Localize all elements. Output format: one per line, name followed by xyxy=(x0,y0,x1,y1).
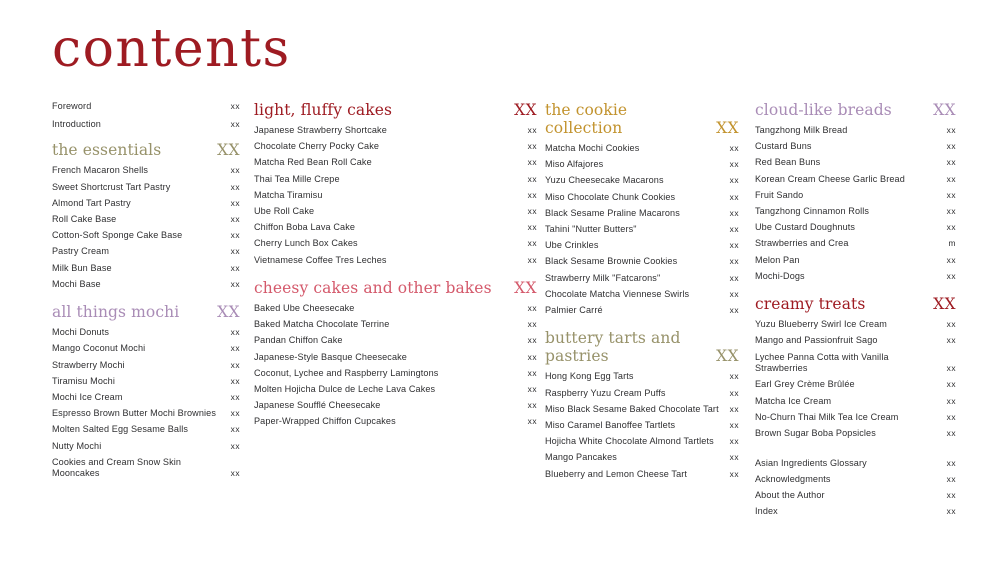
toc-entry-title: Chiffon Boba Lava Cake xyxy=(254,222,356,233)
toc-entry[interactable] xyxy=(545,469,739,481)
toc-entry-title: Miso Chocolate Chunk Cookies xyxy=(545,191,676,202)
toc-entry-title: Nutty Mochi xyxy=(52,440,102,451)
toc-entry-page-number: xx xyxy=(729,143,739,153)
section-heading-page-number: XX xyxy=(217,141,240,160)
toc-entry[interactable] xyxy=(254,222,537,234)
toc-entry-page-number: xx xyxy=(946,428,956,438)
toc-entry-title: Mango Coconut Mochi xyxy=(52,343,146,354)
toc-entry-page-number: xx xyxy=(527,416,537,427)
section-heading-title: buttery tarts and pastries xyxy=(545,329,681,366)
toc-section xyxy=(545,329,739,480)
toc-entry-title: Matcha Tiramisu xyxy=(254,189,323,200)
toc-entry-page-number: xx xyxy=(729,207,739,218)
toc-entry-title: Cookies and Cream Snow Skin Mooncakes xyxy=(52,456,182,479)
toc-entry-title: Thai Tea Mille Crepe xyxy=(254,173,340,184)
toc-entry-title: Strawberries and Crea xyxy=(755,238,849,249)
toc-entry[interactable] xyxy=(755,474,956,486)
toc-entry[interactable] xyxy=(755,506,956,518)
toc-entry[interactable] xyxy=(755,490,956,502)
toc-entry[interactable] xyxy=(52,198,240,210)
toc-entry-page-number: xx xyxy=(230,359,240,370)
toc-entry[interactable] xyxy=(545,371,739,383)
toc-entry[interactable] xyxy=(755,335,956,347)
toc-entry-title: Milk Bun Base xyxy=(52,262,112,273)
toc-entry[interactable] xyxy=(755,238,956,250)
toc-entry-title: Mochi-Dogs xyxy=(755,270,805,281)
toc-entry[interactable] xyxy=(755,222,956,234)
section-heading[interactable] xyxy=(755,295,956,313)
toc-entry-title: Sweet Shortcrust Tart Pastry xyxy=(52,181,171,192)
toc-entry-title: Pastry Cream xyxy=(52,246,110,257)
toc-entry-page-number: xx xyxy=(729,403,739,414)
toc-entry[interactable] xyxy=(755,206,956,218)
toc-entry[interactable] xyxy=(254,157,537,169)
toc-entry[interactable] xyxy=(755,271,956,283)
section-heading-page-number: XX xyxy=(217,303,240,322)
toc-entry-title: Miso Caramel Banoffee Tartlets xyxy=(545,420,676,431)
toc-entry-title: Matcha Mochi Cookies xyxy=(545,143,640,153)
toc-entry-title: Black Sesame Brownie Cookies xyxy=(545,256,678,267)
toc-entry-page-number: xx xyxy=(946,411,956,422)
toc-entry-title: Custard Buns xyxy=(755,141,812,152)
toc-entry[interactable] xyxy=(545,273,739,285)
toc-entry[interactable] xyxy=(755,157,956,169)
toc-entry-page-number: xx xyxy=(729,272,739,283)
toc-entry-page-number: xx xyxy=(946,222,956,233)
toc-entry[interactable] xyxy=(755,141,956,153)
section-heading-page-number: XX xyxy=(933,295,956,314)
toc-entry[interactable] xyxy=(545,305,739,317)
toc-entry-page-number: xx xyxy=(230,375,240,386)
toc-entry-title: Yuzu Cheesecake Macarons xyxy=(545,175,664,186)
toc-entry[interactable] xyxy=(545,192,739,204)
toc-entry-page-number: xx xyxy=(946,379,956,390)
toc-entry-page-number: xx xyxy=(230,343,240,354)
toc-entry-page-number: xx xyxy=(230,440,240,451)
toc-entry[interactable] xyxy=(545,256,739,268)
toc-entry-page-number: xx xyxy=(527,238,537,249)
toc-entry[interactable] xyxy=(254,125,537,137)
toc-entry[interactable] xyxy=(254,400,537,412)
toc-entry[interactable] xyxy=(52,263,240,275)
column-2 xyxy=(248,101,545,433)
toc-entry-title: Chocolate Matcha Viennese Swirls xyxy=(545,288,690,299)
toc-entry-page-number: m xyxy=(948,238,956,249)
toc-entry[interactable] xyxy=(545,208,739,220)
toc-entry-title: Tangzhong Cinnamon Rolls xyxy=(755,205,870,216)
toc-entry-title: Matcha Ice Cream xyxy=(755,395,832,406)
toc-entry[interactable] xyxy=(254,352,537,364)
toc-entry[interactable] xyxy=(254,384,537,396)
toc-entry[interactable] xyxy=(52,441,240,453)
toc-entry-page-number: xx xyxy=(729,436,739,447)
toc-entry-page-number: xx xyxy=(946,473,956,484)
toc-entry[interactable] xyxy=(545,420,739,432)
section-heading-title: the cookie collection xyxy=(545,101,628,137)
toc-entry[interactable] xyxy=(52,119,240,131)
toc-entry-title: Vietnamese Coffee Tres Leches xyxy=(254,254,387,265)
toc-entry-page-number: xx xyxy=(230,278,240,289)
toc-entry-page-number: xx xyxy=(946,506,956,517)
toc-entry-title: Ube Crinkles xyxy=(545,240,599,251)
section-heading-title: creamy treats xyxy=(755,295,866,314)
toc-entry-title: Espresso Brown Butter Mochi Brownies xyxy=(52,408,217,419)
toc-entry[interactable] xyxy=(755,396,956,408)
toc-entry-title: French Macaron Shells xyxy=(52,165,149,176)
toc-entry[interactable] xyxy=(545,388,739,400)
toc-entry-title: Baked Ube Cheesecake xyxy=(254,303,355,314)
toc-entry[interactable] xyxy=(755,125,956,137)
toc-entry-title: Brown Sugar Boba Popsicles xyxy=(755,428,876,438)
toc-entry-page-number: xx xyxy=(527,254,537,265)
section-heading[interactable] xyxy=(254,101,537,119)
toc-entry-page-number: xx xyxy=(230,181,240,192)
toc-entry[interactable] xyxy=(254,141,537,153)
toc-section xyxy=(52,303,240,480)
toc-entry-page-number: xx xyxy=(729,175,739,186)
toc-entry-title: Black Sesame Praline Macarons xyxy=(545,207,680,218)
toc-entry[interactable] xyxy=(52,457,240,480)
toc-entry-title: Japanese-Style Basque Cheesecake xyxy=(254,351,407,362)
toc-entry[interactable] xyxy=(254,416,537,428)
toc-entry-title: Ube Custard Doughnuts xyxy=(755,222,856,233)
toc-entry-title: Paper-Wrapped Chiffon Cupcakes xyxy=(254,416,396,427)
toc-entry-title: Pandan Chiffon Cake xyxy=(254,335,343,346)
toc-entry-page-number: xx xyxy=(230,392,240,403)
toc-entry[interactable] xyxy=(755,379,956,391)
toc-entry-title: Tangzhong Milk Bread xyxy=(755,125,848,135)
toc-entry-title: Earl Grey Crème Brûlée xyxy=(755,379,855,390)
toc-entry[interactable] xyxy=(755,412,956,424)
toc-entry-page-number: xx xyxy=(946,157,956,168)
toc-entry[interactable] xyxy=(52,343,240,355)
toc-entry-page-number: xx xyxy=(230,197,240,208)
section-heading-title: cloud-like breads xyxy=(755,101,892,119)
section-heading[interactable] xyxy=(52,141,240,159)
toc-entry-page-number: xx xyxy=(946,270,956,281)
toc-entry-page-number: xx xyxy=(527,173,537,184)
toc-entry-title: Cotton-Soft Sponge Cake Base xyxy=(52,230,183,241)
toc-entry-page-number: xx xyxy=(946,489,956,500)
toc-entry-title: Lychee Panna Cotta with Vanilla Strawberries xyxy=(755,351,889,374)
toc-entry-title: Raspberry Yuzu Cream Puffs xyxy=(545,387,666,398)
toc-entry-title: Strawberry Mochi xyxy=(52,359,125,370)
toc-entry[interactable] xyxy=(52,360,240,372)
toc-entry-title: Coconut, Lychee and Raspberry Lamingtons xyxy=(254,367,439,378)
toc-entry[interactable] xyxy=(254,368,537,380)
toc-entry-page-number: xx xyxy=(946,335,956,346)
toc-entry[interactable] xyxy=(545,224,739,236)
toc-entry-page-number: xx xyxy=(729,304,739,315)
toc-entry-page-number: xx xyxy=(527,222,537,233)
toc-entry-page-number: xx xyxy=(527,125,537,135)
toc-entry[interactable] xyxy=(545,159,739,171)
toc-entry-page-number: xx xyxy=(230,408,240,419)
toc-entry-title: Hong Kong Egg Tarts xyxy=(545,371,634,382)
toc-entry-title: Mochi Donuts xyxy=(52,327,110,338)
toc-entry-page-number: xx xyxy=(230,468,240,479)
toc-entry-title: Miso Alfajores xyxy=(545,159,604,170)
toc-entry-title: Miso Black Sesame Baked Chocolate Tart xyxy=(545,403,719,414)
toc-entry-title: No-Churn Thai Milk Tea Ice Cream xyxy=(755,411,899,422)
toc-entry-page-number: xx xyxy=(729,387,739,398)
toc-entry-page-number: xx xyxy=(729,240,739,251)
toc-entry-page-number: xx xyxy=(527,189,537,200)
toc-entry-page-number: xx xyxy=(527,157,537,168)
toc-entry[interactable] xyxy=(755,458,956,470)
toc-entry-page-number: xx xyxy=(527,141,537,152)
toc-entry-page-number: xx xyxy=(527,400,537,411)
toc-entry-page-number: xx xyxy=(527,303,537,314)
toc-section xyxy=(254,279,537,428)
toc-entry-title: Tahini "Nutter Butters" xyxy=(545,223,637,234)
toc-entry[interactable] xyxy=(52,101,240,113)
toc-entry[interactable] xyxy=(755,352,956,375)
toc-entry-page-number: xx xyxy=(527,384,537,395)
column-1 xyxy=(0,101,248,485)
toc-entry[interactable] xyxy=(52,246,240,258)
toc-entry-page-number: xx xyxy=(230,101,240,111)
toc-entry-page-number: xx xyxy=(230,327,240,338)
toc-entry[interactable] xyxy=(545,240,739,252)
section-heading-page-number: XX xyxy=(514,279,537,298)
section-heading-page-number: XX xyxy=(933,101,956,119)
toc-entry[interactable] xyxy=(545,404,739,416)
toc-entry[interactable] xyxy=(52,165,240,177)
toc-entry-title: Mango Pancakes xyxy=(545,452,617,463)
toc-entry[interactable] xyxy=(254,335,537,347)
toc-entry-title: Melon Pan xyxy=(755,254,800,265)
toc-entry[interactable] xyxy=(254,190,537,202)
toc-entry-page-number: xx xyxy=(946,205,956,216)
section-heading-title: all things mochi xyxy=(52,303,180,322)
toc-section xyxy=(755,101,956,282)
toc-entry-title: Roll Cake Base xyxy=(52,213,117,224)
toc-entry-page-number: xx xyxy=(230,246,240,257)
toc-entry[interactable] xyxy=(755,174,956,186)
toc-entry[interactable] xyxy=(755,319,956,331)
toc-entry-title: Korean Cream Cheese Garlic Bread xyxy=(755,173,905,184)
toc-entry-page-number: xx xyxy=(729,288,739,299)
toc-entry[interactable] xyxy=(52,424,240,436)
toc-entry-page-number: xx xyxy=(230,230,240,241)
section-heading-title: the essentials xyxy=(52,141,162,160)
toc-entry-title: Chocolate Cherry Pocky Cake xyxy=(254,141,380,152)
toc-entry-title: Asian Ingredients Glossary xyxy=(755,457,867,468)
toc-entry-title: Cherry Lunch Box Cakes xyxy=(254,238,358,249)
toc-entry-page-number: xx xyxy=(230,424,240,435)
toc-entry-page-number: xx xyxy=(527,367,537,378)
toc-entry-page-number: xx xyxy=(946,363,956,374)
toc-entry[interactable] xyxy=(545,143,739,155)
toc-entry-title: Molten Salted Egg Sesame Balls xyxy=(52,424,189,435)
toc-entry[interactable] xyxy=(52,327,240,339)
toc-entry-title: Matcha Red Bean Roll Cake xyxy=(254,157,372,168)
toc-entry-page-number: xx xyxy=(527,319,537,330)
toc-entry-title: Mochi Ice Cream xyxy=(52,392,123,403)
toc-entry-title: Tiramisu Mochi xyxy=(52,375,115,386)
toc-entry-page-number: xx xyxy=(230,262,240,273)
toc-entry-page-number: xx xyxy=(946,457,956,468)
toc-entry-page-number: xx xyxy=(729,468,739,479)
toc-entry-title: Palmier Carré xyxy=(545,304,603,315)
toc-entry[interactable] xyxy=(545,436,739,448)
toc-entry-title: Almond Tart Pastry xyxy=(52,197,131,208)
toc-entry-title: Foreword xyxy=(52,101,92,111)
toc-section xyxy=(52,141,240,290)
section-heading-title: light, fluffy cakes xyxy=(254,101,393,119)
toc-entry-page-number: xx xyxy=(946,254,956,265)
toc-entry-page-number: xx xyxy=(729,256,739,267)
toc-entry-page-number: xx xyxy=(729,371,739,382)
toc-entry[interactable] xyxy=(52,376,240,388)
section-heading-page-number: XX xyxy=(514,101,537,119)
section-heading[interactable] xyxy=(52,303,240,321)
toc-entry-page-number: xx xyxy=(946,173,956,184)
toc-entry-title: Acknowledgments xyxy=(755,473,831,484)
section-heading-title: cheesy cakes and other bakes xyxy=(254,279,492,298)
toc-entry-title: Hojicha White Chocolate Almond Tartlets xyxy=(545,436,714,447)
toc-entry-page-number: xx xyxy=(729,452,739,463)
column-3 xyxy=(545,101,747,485)
toc-entry[interactable] xyxy=(755,255,956,267)
toc-entry-page-number: xx xyxy=(946,189,956,200)
toc-entry[interactable] xyxy=(254,303,537,315)
front-matter-list xyxy=(52,101,240,130)
toc-entry-title: Strawberry Milk "Fatcarons" xyxy=(545,272,661,283)
toc-entry-page-number: xx xyxy=(946,319,956,330)
section-heading[interactable] xyxy=(755,101,956,119)
toc-entry-page-number: xx xyxy=(230,213,240,224)
back-matter-list xyxy=(755,458,956,518)
page-title: contents xyxy=(52,19,291,79)
toc-entry[interactable] xyxy=(755,428,956,440)
toc-entry[interactable] xyxy=(52,214,240,226)
toc-entry-title: Red Bean Buns xyxy=(755,157,821,168)
section-heading-page-number: XX xyxy=(716,119,739,137)
toc-entry-title: Yuzu Blueberry Swirl Ice Cream xyxy=(755,319,887,330)
toc-entry-title: Molten Hojicha Dulce de Leche Lava Cakes xyxy=(254,384,436,395)
toc-entry-page-number: xx xyxy=(729,159,739,170)
column-4 xyxy=(747,101,1000,522)
toc-entry-title: Baked Matcha Chocolate Terrine xyxy=(254,319,390,330)
toc-section xyxy=(254,101,537,266)
toc-entry-page-number: xx xyxy=(729,223,739,234)
toc-section xyxy=(545,101,739,316)
toc-entry-page-number: xx xyxy=(946,141,956,152)
toc-entry-page-number: xx xyxy=(527,205,537,216)
toc-entry-title: Introduction xyxy=(52,118,101,129)
toc-entry-title: Ube Roll Cake xyxy=(254,205,315,216)
toc-entry[interactable] xyxy=(755,190,956,202)
toc-entry-title: Mochi Base xyxy=(52,278,101,289)
section-heading[interactable] xyxy=(545,329,739,365)
toc-entry[interactable] xyxy=(52,392,240,404)
toc-entry-title: Japanese Strawberry Shortcake xyxy=(254,125,387,135)
toc-entry[interactable] xyxy=(254,319,537,331)
toc-entry-page-number: xx xyxy=(527,335,537,346)
toc-entry-page-number: xx xyxy=(946,395,956,406)
section-heading[interactable] xyxy=(254,279,537,297)
toc-entry[interactable] xyxy=(254,255,537,267)
toc-entry[interactable] xyxy=(52,182,240,194)
toc-entry[interactable] xyxy=(52,230,240,242)
toc-entry-page-number: xx xyxy=(230,165,240,176)
toc-entry-page-number: xx xyxy=(946,125,956,135)
toc-entry[interactable] xyxy=(52,408,240,420)
section-heading-page-number: XX xyxy=(716,347,739,366)
toc-entry-title: Blueberry and Lemon Cheese Tart xyxy=(545,468,688,479)
toc-entry[interactable] xyxy=(254,174,537,186)
toc-entry-title: Index xyxy=(755,506,778,517)
toc-entry-page-number: xx xyxy=(230,118,240,129)
section-heading[interactable] xyxy=(545,101,739,137)
contents-columns xyxy=(0,101,1000,522)
toc-entry-title: About the Author xyxy=(755,489,825,500)
toc-entry-title: Japanese Soufflé Cheesecake xyxy=(254,400,381,411)
toc-entry-title: Fruit Sando xyxy=(755,189,804,200)
toc-entry[interactable] xyxy=(52,279,240,291)
toc-entry-page-number: xx xyxy=(729,420,739,431)
toc-entry[interactable] xyxy=(545,175,739,187)
toc-entry[interactable] xyxy=(254,206,537,218)
toc-section xyxy=(755,295,956,439)
toc-entry[interactable] xyxy=(545,289,739,301)
toc-entry[interactable] xyxy=(254,238,537,250)
toc-entry-title: Mango and Passionfruit Sago xyxy=(755,335,878,346)
toc-entry-page-number: xx xyxy=(729,191,739,202)
toc-entry[interactable] xyxy=(545,452,739,464)
toc-entry-page-number: xx xyxy=(527,351,537,362)
